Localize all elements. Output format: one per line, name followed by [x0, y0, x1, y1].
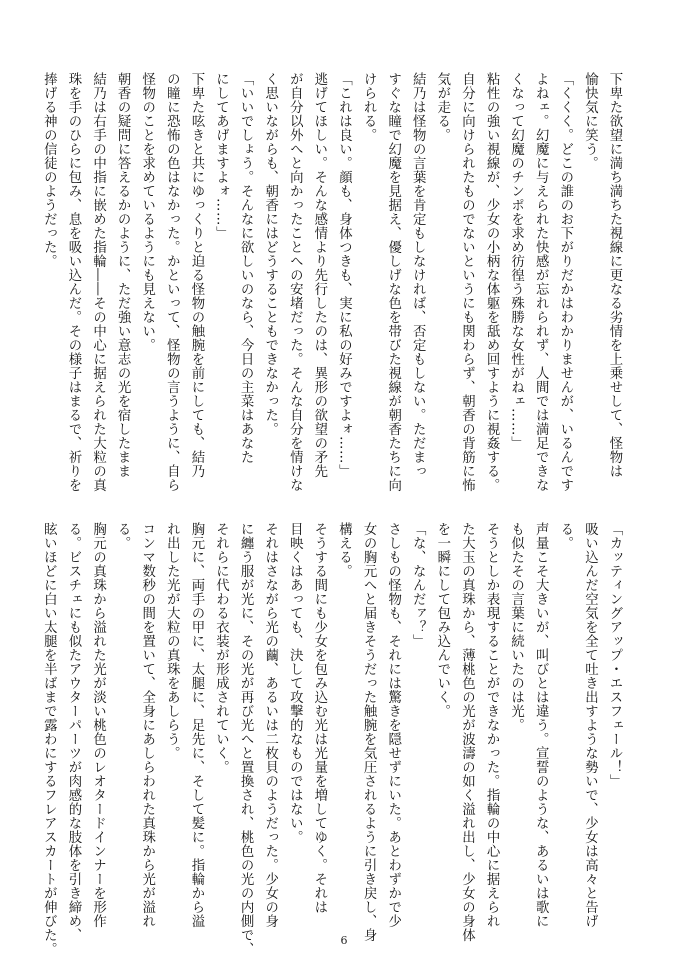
- text-column: そうとしか表現することができなかった。指輪の中心に据えられ: [484, 522, 500, 928]
- text-column: くなって幻魔のチンポを求め彷徨う殊勝な女性がねェ……」: [508, 72, 524, 450]
- text-column: 「いいでしょう。そんなに欲しいのなら、今日の主菜はあなた: [238, 72, 254, 464]
- text-column: にしてあげますよォ……」: [213, 72, 229, 240]
- text-column: 下卑た呟きと共にゆっくりと迫る怪物の触腕を前にしても、結乃: [188, 72, 204, 478]
- upper-text-block: [36, 72, 626, 492]
- text-column: 声量こそ大きいが、叫びとは違う。宣誓のような、あるいは歌に: [533, 522, 549, 928]
- text-column: が自分以外へと向かったことへの安堵だった。そんな自分を情けな: [287, 72, 303, 492]
- text-column: 結乃は怪物の言葉を肯定もしなければ、否定もしない。ただまっ: [410, 72, 426, 478]
- text-column: けられる。: [361, 72, 377, 142]
- text-column: れ出した光が大粒の真珠をあしらう。: [164, 522, 180, 760]
- text-column: 眩いほどに白い太腿を半ばまで露わにするフレアスカートが伸びた。: [41, 522, 57, 956]
- text-column: 粘性の強い視線が、少女の小柄な体躯を舐め回すように視姦する。: [484, 72, 500, 492]
- text-column: る。: [115, 522, 131, 550]
- text-column: コンマ数秒の間を置いて、全身にあしらわれた真珠から光が溢れ: [139, 522, 155, 928]
- text-column: 珠を手のひらに包み、息を吸い込んだ。その様子はまるで、祈りを: [65, 72, 81, 492]
- text-column: 自分に向けられたものでないというにも関わらず、朝香の背筋に怖: [459, 72, 475, 492]
- text-column: く思いながらも、朝香にはどうすることもできなかった。: [262, 72, 278, 436]
- text-column: の瞳に恐怖の色はなかった。かといって、怪物の言うように、自ら: [164, 72, 180, 492]
- text-column: 結乃は右手の中指に嵌めた指輪――その中心に据えられた大粒の真: [90, 72, 106, 492]
- text-column: 捧げる神の信徒のようだった。: [41, 72, 57, 268]
- text-column: 目映くはあっても、決して攻撃的なものではない。: [287, 522, 303, 844]
- text-column: 朝香の疑問に答えるかのように、ただ強い意志の光を宿したまま: [115, 72, 131, 478]
- text-column: 「くくく。どこの誰のお下がりだかはわかりませんが、いるんです: [557, 72, 573, 492]
- text-column: 怪物のことを求めているようにも見えない。: [139, 72, 155, 352]
- text-column: それはさながら光の繭、あるいは二枚貝のようだった。少女の身: [262, 522, 278, 928]
- text-column: そうする間にも少女を包み込む光は光量を増してゆく。それは: [311, 522, 327, 914]
- text-column: 「これは良い。顔も、身体つきも、実に私の好みですよォ……」: [336, 72, 352, 478]
- text-column: 愉快気に笑う。: [582, 72, 598, 170]
- text-column: 「な、なんだァ？」: [410, 522, 426, 648]
- text-column: た大玉の真珠から、薄桃色の光が波濤の如く溢れ出し、少女の身体: [459, 522, 475, 942]
- lower-text-block: [36, 522, 626, 956]
- text-column: 「カッティングアップ・エスフェール！」: [607, 522, 622, 788]
- text-column: 下卑た欲望に満ち満ちた視線に更なる劣情を上乗せして、怪物は: [607, 72, 622, 478]
- text-column: も似たその言葉に続いたのは光。: [508, 522, 524, 732]
- text-column: 気が走る。: [434, 72, 450, 142]
- page-number: 6: [340, 934, 348, 947]
- text-column: 逃げてほしい。そんな感情より先行したのは、異形の欲望の矛先: [311, 72, 327, 478]
- text-column: 吸い込んだ空気を全て吐き出すような勢いで、少女は高々と告げ: [582, 522, 598, 928]
- text-column: 構える。: [336, 522, 352, 578]
- text-column: すぐな瞳で幻魔を見据え、優しげな色を帯びた視線が朝香たちに向: [385, 72, 401, 492]
- text-column: を一瞬にして包み込んでいく。: [434, 522, 450, 718]
- text-column: 胸元の真珠から溢れた光が淡い桃色のレオタードインナーを形作: [90, 522, 106, 928]
- text-column: 胸元に、両手の甲に、太腿に、足先に、そして髪に。指輪から溢: [188, 522, 204, 928]
- text-column: さしもの怪物も、それには驚きを隠せずにいた。あとわずかで少: [385, 522, 401, 928]
- text-column: に纏う服が光に、その光が再び光へと置換され、桃色の光の内側で、: [238, 522, 254, 956]
- text-column: それらに代わる衣装が形成されていく。: [213, 522, 229, 774]
- text-column: る。ビスチェにも似たアウターパーツが肉感的な肢体を引き締め、: [65, 522, 81, 942]
- text-column: よねェ。幻魔に与えられた快感が忘れられず、人間では満足できな: [533, 72, 549, 492]
- text-column: 女の胸元へと届きそうだった触腕を気圧されるように引き戻し、身: [361, 522, 377, 942]
- text-column: る。: [557, 522, 573, 550]
